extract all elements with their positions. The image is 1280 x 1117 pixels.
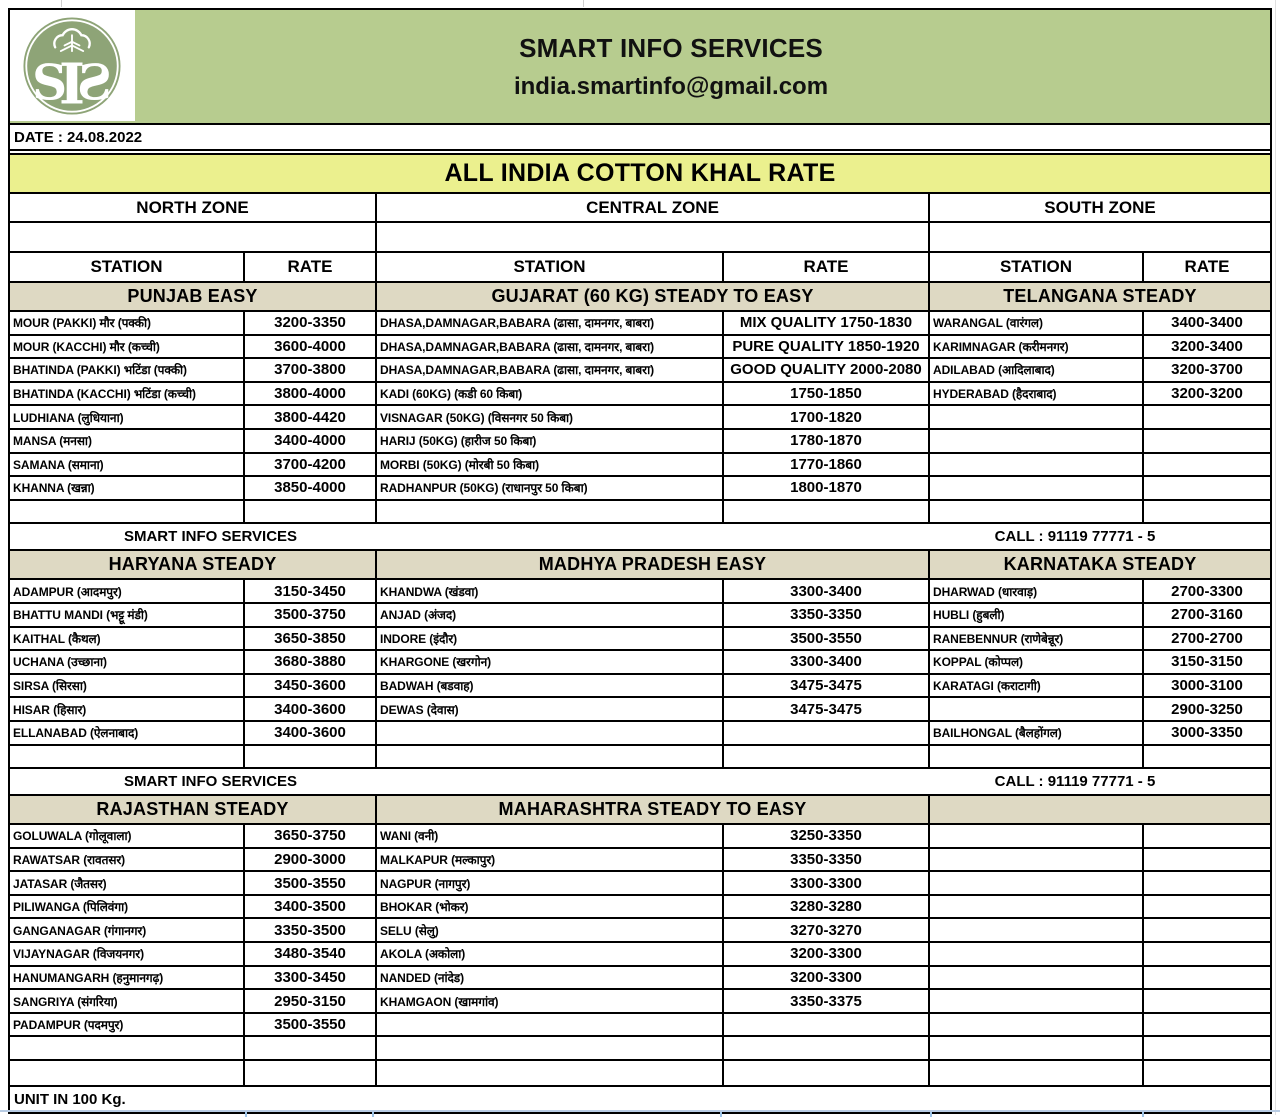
- station-cell: [10, 501, 245, 523]
- zone-south: SOUTH ZONE: [1044, 197, 1156, 217]
- station-cell: MALKAPUR (मल्कापुर): [377, 849, 724, 871]
- table-row: [10, 312, 1270, 336]
- station-cell: [930, 1037, 1144, 1059]
- margin-gridline: [583, 0, 584, 7]
- station-cell: WARANGAL (वारंगल): [930, 312, 1144, 334]
- station-cell: KARATAGI (कराटागी): [930, 675, 1144, 697]
- table-row: [10, 990, 1270, 1014]
- station-cell: NANDED (नांदेड): [377, 967, 724, 989]
- col-rate-south: RATE: [1184, 257, 1230, 276]
- station-cell: KADI (60KG) (कडी 60 किबा): [377, 383, 724, 405]
- rate-cell: 1770-1860: [724, 454, 930, 476]
- station-cell: HANUMANGARH (हनुमानगढ़): [10, 967, 245, 989]
- rate-cell: PURE QUALITY 1850-1920: [724, 336, 930, 358]
- station-cell: [930, 1014, 1144, 1036]
- station-cell: UCHANA (उच्छाना): [10, 651, 245, 673]
- banner-info: SMART INFO SERVICES: [123, 773, 298, 791]
- rate-cell: 3200-3200: [1171, 385, 1243, 403]
- station-cell: DHARWAD (धारवाड़): [930, 580, 1144, 602]
- table-row: [10, 1061, 1270, 1087]
- station-cell: RAWATSAR (रावतसर): [10, 849, 245, 871]
- station-cell: [930, 501, 1144, 523]
- rate-cell: 3400-3600: [245, 722, 377, 744]
- band-2: [10, 551, 1270, 769]
- col-rate-central: RATE: [724, 253, 930, 281]
- section-title-central: MAHARASHTRA STEADY TO EASY: [377, 796, 930, 823]
- section-title-north: RAJASTHAN STEADY: [10, 796, 377, 823]
- margin-gridline: [61, 0, 62, 7]
- station-cell: KOPPAL (कोप्पल): [930, 651, 1144, 673]
- rate-cell: 3500-3750: [245, 604, 377, 626]
- title-row: [10, 155, 1270, 194]
- station-cell: [930, 477, 1144, 499]
- station-cell: [377, 1061, 724, 1085]
- station-cell: [377, 501, 724, 523]
- station-cell: [930, 698, 1144, 720]
- rate-cell: [724, 746, 930, 768]
- section-header-row: [10, 551, 1270, 580]
- section-title-north: HARYANA STEADY: [10, 551, 377, 578]
- table-row: [10, 651, 1270, 675]
- table-row: [10, 967, 1270, 991]
- station-cell: JATASAR (जैतसर): [10, 872, 245, 894]
- rate-cell: 3700-4200: [245, 454, 377, 476]
- rate-cell: 3400-4000: [245, 430, 377, 452]
- rate-cell: 3475-3475: [724, 698, 930, 720]
- station-cell: [10, 1061, 245, 1085]
- col-station-south: STATION: [930, 253, 1144, 281]
- station-cell: [930, 1061, 1144, 1085]
- rate-cell: 2900-3000: [245, 849, 377, 871]
- rate-cell: 3280-3280: [724, 896, 930, 918]
- station-cell: [930, 406, 1144, 428]
- station-cell: HARIJ (50KG) (हारीज 50 किबा): [377, 430, 724, 452]
- rate-cell: 3800-4420: [245, 406, 377, 428]
- rate-cell: [1144, 746, 1270, 768]
- station-cell: MANSA (मनसा): [10, 430, 245, 452]
- rate-cell: 3300-3300: [724, 872, 930, 894]
- station-cell: KAITHAL (कैथल): [10, 628, 245, 650]
- rate-cell: 2700-3300: [1171, 582, 1243, 600]
- rate-cell: [1144, 872, 1270, 894]
- station-cell: SAMANA (समाना): [10, 454, 245, 476]
- rate-cell: [1144, 967, 1270, 989]
- rate-cell: [245, 746, 377, 768]
- table-row: [10, 1037, 1270, 1061]
- rate-cell: 3700-3800: [245, 359, 377, 381]
- station-cell: DHASA,DAMNAGAR,BABARA (ढासा, दामनगर, बाबरा): [377, 359, 724, 381]
- station-cell: [930, 872, 1144, 894]
- rate-cell: [1144, 1014, 1270, 1036]
- rate-cell: [1144, 406, 1270, 428]
- rate-cell: 3650-3750: [245, 825, 377, 847]
- table-row: [10, 675, 1270, 699]
- rate-cell: 1800-1870: [724, 477, 930, 499]
- station-cell: BAILHONGAL (बैलहोंगल): [930, 722, 1144, 744]
- section-title-central: MADHYA PRADESH EASY: [377, 551, 930, 578]
- station-cell: KHANDWA (खंडवा): [377, 580, 724, 602]
- rate-cell: 3450-3600: [245, 675, 377, 697]
- station-cell: DHASA,DAMNAGAR,BABARA (ढासा, दामनगर, बाबरा): [377, 312, 724, 334]
- rate-cell: [1144, 501, 1270, 523]
- banner-info: SMART INFO SERVICES: [123, 528, 298, 546]
- table-row: [10, 406, 1270, 430]
- station-cell: [930, 990, 1144, 1012]
- rate-cell: 3500-3550: [724, 628, 930, 650]
- table-row: [10, 896, 1270, 920]
- table-row: [10, 825, 1270, 849]
- rate-cell: 3300-3400: [724, 651, 930, 673]
- table-row: [10, 746, 1270, 770]
- station-cell: SIRSA (सिरसा): [10, 675, 245, 697]
- table-row: [10, 383, 1270, 407]
- date-label: DATE : 24.08.2022: [14, 128, 143, 146]
- section-title-south: [930, 796, 1270, 823]
- zone-header-row: [10, 194, 1270, 223]
- company-name: SMART INFO SERVICES: [519, 32, 823, 63]
- rate-cell: 3400-3500: [245, 896, 377, 918]
- rate-cell: 3680-3880: [245, 651, 377, 673]
- station-cell: [377, 746, 724, 768]
- rate-cell: [1144, 990, 1270, 1012]
- column-header-row: [10, 253, 1270, 283]
- station-cell: BADWAH (बडवाह): [377, 675, 724, 697]
- station-cell: [377, 722, 724, 744]
- station-cell: [930, 919, 1144, 941]
- section-title-north: PUNJAB EASY: [10, 283, 377, 310]
- rate-cell: [1144, 477, 1270, 499]
- station-cell: [930, 825, 1144, 847]
- rate-cell: GOOD QUALITY 2000-2080: [724, 359, 930, 381]
- rate-cell: 2950-3150: [245, 990, 377, 1012]
- table-row: [10, 1014, 1270, 1038]
- table-row: [10, 477, 1270, 501]
- rate-cell: 3350-3375: [724, 990, 930, 1012]
- rate-cell: [1144, 943, 1270, 965]
- rate-sheet: [8, 8, 1272, 1114]
- rate-cell: 3400-3400: [1171, 314, 1243, 332]
- station-cell: [930, 454, 1144, 476]
- rate-cell: [245, 501, 377, 523]
- rate-cell: 3500-3550: [245, 1014, 377, 1036]
- station-cell: KHAMGAON (खामगांव): [377, 990, 724, 1012]
- svg-text:S: S: [32, 54, 68, 112]
- station-cell: HISAR (हिसार): [10, 698, 245, 720]
- margin-gridline: [1275, 0, 1276, 1115]
- station-cell: VISNAGAR (50KG) (विसनगर 50 किबा): [377, 406, 724, 428]
- station-cell: SANGRIYA (संगरिया): [10, 990, 245, 1012]
- unit-note: UNIT IN 100 Kg.: [14, 1091, 126, 1109]
- section-title-central: GUJARAT (60 KG) STEADY TO EASY: [377, 283, 930, 310]
- table-row: [10, 849, 1270, 873]
- station-cell: LUDHIANA (लुधियाना): [10, 406, 245, 428]
- section-title-south: KARNATAKA STEADY: [930, 551, 1270, 578]
- empty-row: [10, 223, 1270, 253]
- info-banner-row: [10, 769, 1270, 796]
- rate-cell: [1144, 430, 1270, 452]
- station-cell: VIJAYNAGAR (विजयनगर): [10, 943, 245, 965]
- station-cell: NAGPUR (नागपुर): [377, 872, 724, 894]
- rate-cell: 3600-4000: [245, 336, 377, 358]
- station-cell: HUBLI (हुबली): [930, 604, 1144, 626]
- sis-logo-icon: [16, 13, 128, 119]
- section-header-row: [10, 283, 1270, 312]
- rate-cell: 3200-3350: [245, 312, 377, 334]
- rate-cell: [245, 1061, 377, 1085]
- station-cell: [377, 1014, 724, 1036]
- station-cell: [930, 967, 1144, 989]
- rate-cell: 3500-3550: [245, 872, 377, 894]
- station-cell: RANEBENNUR (राणेबेन्नूर): [930, 628, 1144, 650]
- rate-cell: [1144, 919, 1270, 941]
- table-row: [10, 943, 1270, 967]
- rate-cell: [724, 501, 930, 523]
- station-cell: ELLANABAD (ऐलनाबाद): [10, 722, 245, 744]
- station-cell: [930, 849, 1144, 871]
- station-cell: INDORE (इंदौर): [377, 628, 724, 650]
- station-cell: GOLUWALA (गोलूवाला): [10, 825, 245, 847]
- band-1: [10, 283, 1270, 524]
- rate-cell: [245, 1037, 377, 1059]
- table-row: [10, 604, 1270, 628]
- station-cell: PADAMPUR (पदमपुर): [10, 1014, 245, 1036]
- masthead-text: [10, 10, 1270, 123]
- rate-cell: 3300-3450: [245, 967, 377, 989]
- rate-cell: 3200-3400: [1171, 337, 1243, 355]
- rate-cell: [1144, 454, 1270, 476]
- rate-cell: 3350-3500: [245, 919, 377, 941]
- station-cell: BHATINDA (KACCHI) भटिंडा (कच्ची): [10, 383, 245, 405]
- date-row: [10, 125, 1270, 151]
- col-station-central: STATION: [377, 253, 724, 281]
- rate-cell: [1144, 825, 1270, 847]
- station-cell: MOUR (PAKKI) मौर (पक्की): [10, 312, 245, 334]
- table-row: [10, 872, 1270, 896]
- table-row: [10, 722, 1270, 746]
- rate-cell: 3150-3450: [245, 580, 377, 602]
- info-banner-row: [10, 524, 1270, 551]
- station-cell: HYDERABAD (हैदराबाद): [930, 383, 1144, 405]
- station-cell: [930, 896, 1144, 918]
- page-title: ALL INDIA COTTON KHAL RATE: [444, 159, 836, 187]
- rate-cell: [1144, 1061, 1270, 1085]
- station-cell: [930, 430, 1144, 452]
- section-header-row: [10, 796, 1270, 825]
- rate-cell: [724, 1037, 930, 1059]
- rate-cell: 3200-3700: [1171, 361, 1243, 379]
- rate-cell: [1144, 896, 1270, 918]
- rate-cell: 3250-3350: [724, 825, 930, 847]
- station-cell: GANGANAGAR (गंगानगर): [10, 919, 245, 941]
- table-row: [10, 919, 1270, 943]
- rate-cell: 1780-1870: [724, 430, 930, 452]
- station-cell: [10, 1037, 245, 1059]
- station-cell: [930, 746, 1144, 768]
- station-cell: DEWAS (देवास): [377, 698, 724, 720]
- rate-cell: 3200-3300: [724, 943, 930, 965]
- table-row: [10, 698, 1270, 722]
- zone-north: NORTH ZONE: [10, 194, 377, 221]
- table-row: [10, 501, 1270, 525]
- banner-call: CALL : 91119 77771 - 5: [994, 528, 1156, 546]
- rate-cell: 3150-3150: [1171, 653, 1243, 671]
- col-rate-north: RATE: [245, 253, 377, 281]
- rate-cell: 2700-3160: [1171, 606, 1243, 624]
- station-cell: KHARGONE (खरगोन): [377, 651, 724, 673]
- rate-cell: [724, 722, 930, 744]
- rate-cell: [724, 1061, 930, 1085]
- station-cell: ADILABAD (आदिलाबाद): [930, 359, 1144, 381]
- rate-cell: 3000-3350: [1171, 724, 1243, 742]
- station-cell: PILIWANGA (पिलिवंगा): [10, 896, 245, 918]
- station-cell: BHATINDA (PAKKI) भटिंडा (पक्की): [10, 359, 245, 381]
- station-cell: WANI (वनी): [377, 825, 724, 847]
- table-row: [10, 454, 1270, 478]
- table-row: [10, 628, 1270, 652]
- station-cell: KHANNA (खन्ना): [10, 477, 245, 499]
- station-cell: RADHANPUR (50KG) (राधानपुर 50 किबा): [377, 477, 724, 499]
- margin-gridline: [0, 1110, 1280, 1115]
- station-cell: [930, 943, 1144, 965]
- company-logo: [10, 10, 135, 121]
- rate-cell: 2700-2700: [1171, 629, 1243, 647]
- rate-cell: 3850-4000: [245, 477, 377, 499]
- rate-cell: 1700-1820: [724, 406, 930, 428]
- table-row: [10, 336, 1270, 360]
- station-cell: [10, 746, 245, 768]
- station-cell: BHATTU MANDI (भट्टू मंडी): [10, 604, 245, 626]
- masthead: [10, 10, 1270, 125]
- station-cell: BHOKAR (भोकर): [377, 896, 724, 918]
- rate-cell: 1750-1850: [724, 383, 930, 405]
- rate-cell: 3300-3400: [724, 580, 930, 602]
- rate-cell: [1144, 1037, 1270, 1059]
- rate-cell: 3400-3600: [245, 698, 377, 720]
- rate-cell: 2900-3250: [1171, 700, 1243, 718]
- table-row: [10, 580, 1270, 604]
- station-cell: [377, 1037, 724, 1059]
- rate-cell: 3000-3100: [1171, 677, 1243, 695]
- table-row: [10, 430, 1270, 454]
- station-cell: KARIMNAGAR (करीमनगर): [930, 336, 1144, 358]
- section-title-south: TELANGANA STEADY: [930, 283, 1270, 310]
- rate-cell: 3350-3350: [724, 604, 930, 626]
- station-cell: MOUR (KACCHI) मौर (कच्ची): [10, 336, 245, 358]
- banner-call: CALL : 91119 77771 - 5: [994, 773, 1156, 791]
- svg-text:S: S: [76, 54, 112, 112]
- company-email: india.smartinfo@gmail.com: [513, 72, 829, 100]
- rate-cell: [724, 1014, 930, 1036]
- station-cell: ADAMPUR (आदमपुर): [10, 580, 245, 602]
- rate-cell: 3270-3270: [724, 919, 930, 941]
- station-cell: SELU (सेलु): [377, 919, 724, 941]
- rate-cell: 3475-3475: [724, 675, 930, 697]
- rate-cell: 3350-3350: [724, 849, 930, 871]
- svg-text:I: I: [58, 51, 86, 118]
- band-3: [10, 796, 1270, 1087]
- rate-cell: MIX QUALITY 1750-1830: [724, 312, 930, 334]
- col-station-north: STATION: [10, 253, 245, 281]
- station-cell: DHASA,DAMNAGAR,BABARA (ढासा, दामनगर, बाबरा): [377, 336, 724, 358]
- station-cell: AKOLA (अकोला): [377, 943, 724, 965]
- unit-note-row: [10, 1087, 1270, 1112]
- rate-cell: 3200-3300: [724, 967, 930, 989]
- station-cell: ANJAD (अंजद): [377, 604, 724, 626]
- rate-cell: 3800-4000: [245, 383, 377, 405]
- station-cell: MORBI (50KG) (मोरबी 50 किबा): [377, 454, 724, 476]
- rate-cell: 3480-3540: [245, 943, 377, 965]
- rate-cell: 3650-3850: [245, 628, 377, 650]
- rate-cell: [1144, 849, 1270, 871]
- zone-central: CENTRAL ZONE: [377, 194, 930, 221]
- table-row: [10, 359, 1270, 383]
